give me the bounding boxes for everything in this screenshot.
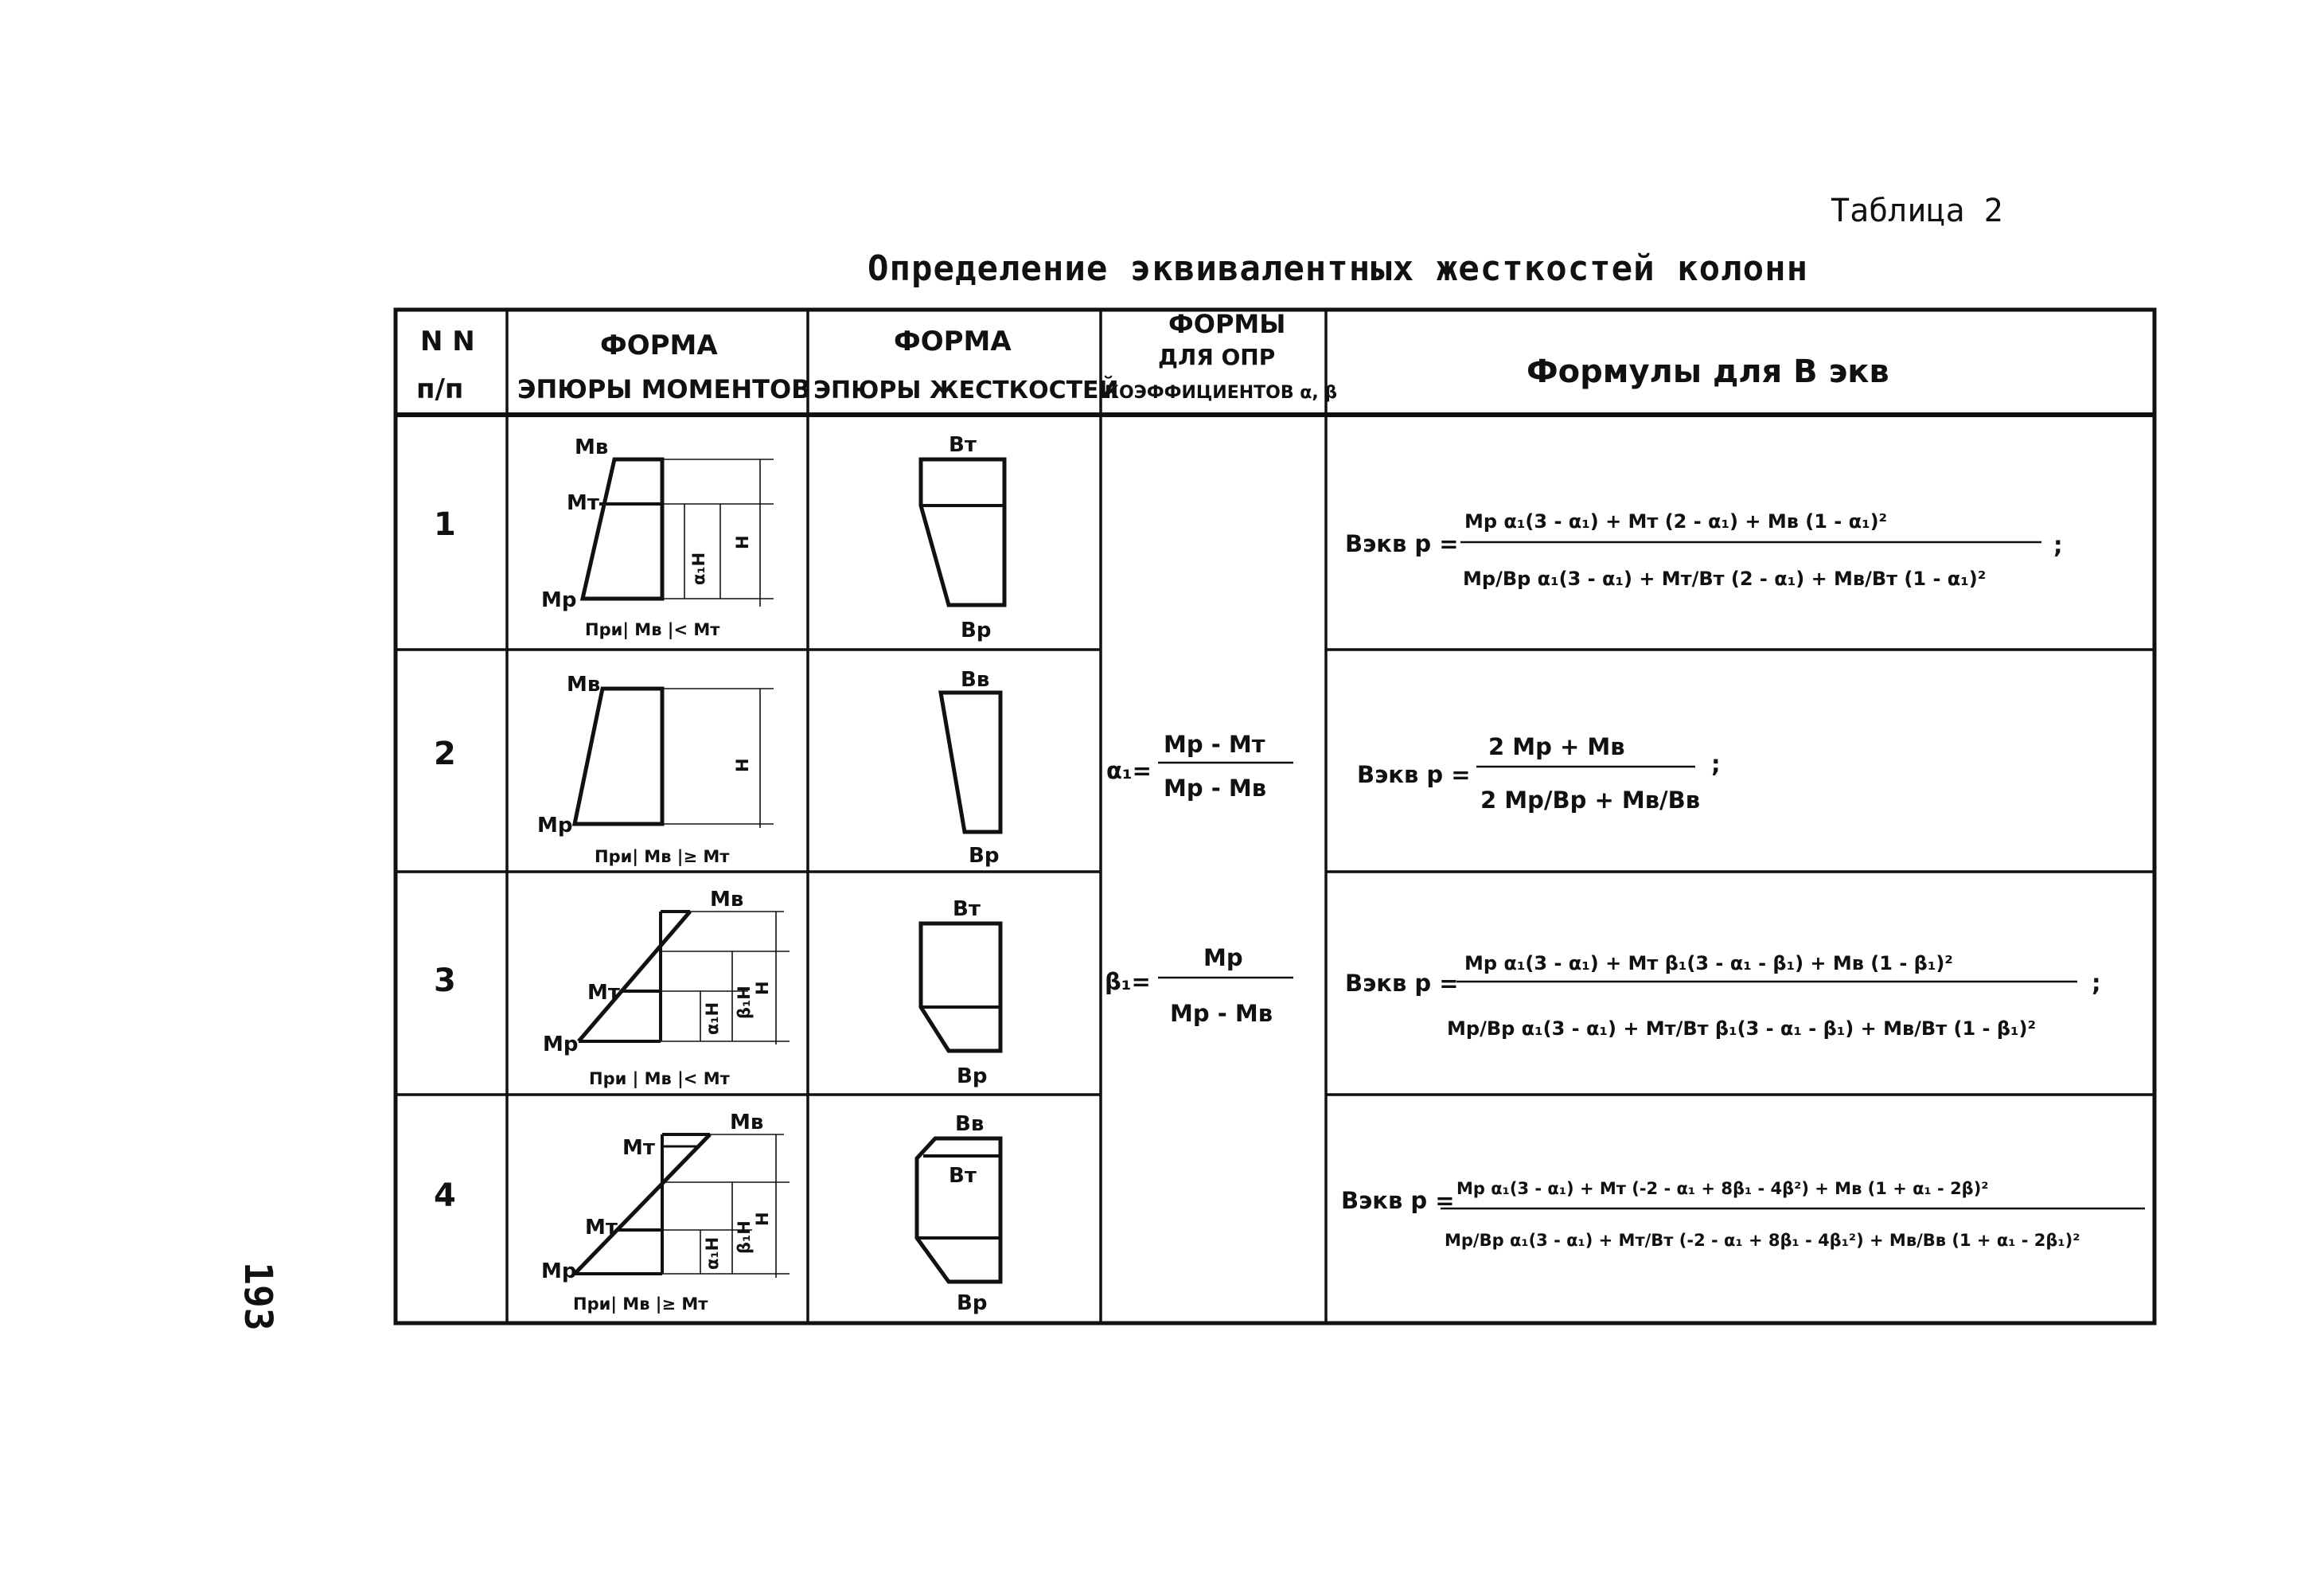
row-3-condition: При | Mв |< Mт — [589, 1069, 730, 1088]
row-2-formula-numerator: 2 Mр + Mв — [1488, 733, 1625, 760]
row-2-formula-denominator: 2 Mр/Bр + Mв/Bв — [1480, 787, 1701, 814]
row-1-formula-numerator: Mр α₁(3 - α₁) + Mт (2 - α₁) + Mв (1 - α₁)² — [1464, 510, 1888, 533]
row-1-label-bp: Bр — [961, 619, 992, 642]
table-title: Определение эквивалентных жесткостей колонн — [868, 248, 1809, 289]
row-4-label-mv: Mв — [730, 1111, 764, 1134]
row-4-label-mt-top: Mт — [622, 1136, 655, 1160]
header-moments-line1: ФОРМА — [600, 330, 718, 361]
row-4-label-bp: Bр — [957, 1291, 988, 1315]
row-2-label-bp: Bр — [969, 844, 1000, 868]
beta-lhs: β₁= — [1105, 968, 1151, 995]
row-3-label-h: H — [753, 981, 772, 995]
row-1-formula-denominator: Mр/Bр α₁(3 - α₁) + Mт/Bт (2 - α₁) + Mв/Bт (1 - α₁)² — [1463, 568, 1987, 590]
row-3-moment-diagram — [543, 888, 790, 1089]
row-3-label-ah: α₁H — [703, 1001, 722, 1035]
row-1-label-ah: α₁H — [689, 552, 708, 585]
row-1-condition: При| Mв |< Mт — [585, 620, 720, 639]
row-4-label-bt: Bт — [949, 1164, 977, 1188]
row-3-formula-denominator: Mр/Bр α₁(3 - α₁) + Mт/Bт β₁(3 - α₁ - β₁) + Mв/Bт (1 - β₁)² — [1447, 1017, 2036, 1040]
header-moments-line2: ЭПЮРЫ МОМЕНТОВ — [517, 374, 811, 404]
row-3-formula — [1345, 952, 2101, 1040]
alpha-denominator: Mр - Mв — [1164, 775, 1267, 802]
coefficient-beta — [1105, 944, 1293, 1027]
row-1-formula-lhs: Bэкв р = — [1345, 530, 1459, 557]
row-3-formula-lhs: Bэкв р = — [1345, 970, 1459, 997]
row-4-formula — [1341, 1179, 2145, 1250]
row-4-stiffness-diagram — [917, 1112, 1000, 1315]
row-4-formula-lhs: Bэкв р = — [1341, 1187, 1455, 1214]
header-coeff-line3: КОЭФФИЦИЕНТОВ α, β — [1105, 383, 1338, 403]
row-1-label-mv: Mв — [575, 435, 609, 459]
row-1-formula-end: ; — [2053, 532, 2063, 559]
coefficient-alpha — [1106, 731, 1293, 802]
row-2-label-mv: Mв — [567, 673, 601, 697]
page-number: 193 — [236, 1262, 280, 1331]
row-1-label-h: H — [733, 535, 752, 549]
header-formulas: Формулы для В экв — [1527, 353, 1889, 390]
row-1-label-mp: Mр — [541, 588, 577, 612]
row-2-label-bv: Bв — [961, 668, 990, 692]
row-3-label-mt: Mт — [587, 981, 620, 1005]
row-3-label-bp: Bр — [957, 1064, 988, 1088]
header-stiffness-line1: ФОРМА — [894, 326, 1012, 357]
row-2-label-mp: Mр — [537, 814, 573, 837]
row-3-label-bh: β₁H — [735, 986, 754, 1019]
row-2-condition: При| Mв |≥ Mт — [595, 847, 730, 866]
table-caption: Таблица 2 — [1831, 193, 2003, 229]
row-4-label-mp: Mр — [541, 1259, 577, 1283]
row-3-label-mv: Mв — [710, 888, 744, 912]
row-3-label-bt: Bт — [953, 897, 981, 921]
row-4-formula-numerator: Mр α₁(3 - α₁) + Mт (-2 - α₁ + 8β₁ - 4β²) + Mв (1 + α₁ - 2β)² — [1456, 1179, 1989, 1198]
row-1-number: 1 — [434, 506, 456, 543]
row-4-label-bh: β₁H — [735, 1220, 754, 1254]
row-3-label-mp: Mр — [543, 1033, 579, 1056]
row-1-moment-diagram — [541, 435, 774, 640]
row-1-formula — [1345, 510, 2063, 590]
row-4-label-h: H — [753, 1212, 772, 1226]
header-coeff-line2: ДЛЯ ОПР — [1158, 344, 1276, 370]
header-coeff-line1: ФОРМЫ — [1168, 309, 1286, 339]
row-2-number: 2 — [434, 736, 456, 772]
header-number-line2: п/п — [416, 373, 464, 405]
alpha-numerator: Mр - Mт — [1164, 731, 1265, 758]
row-4-condition: При| Mв |≥ Mт — [573, 1294, 708, 1314]
row-2-label-h: H — [733, 758, 752, 772]
beta-denominator: Mр - Mв — [1170, 1000, 1273, 1027]
row-3-formula-numerator: Mр α₁(3 - α₁) + Mт β₁(3 - α₁ - β₁) + Mв (1 - β₁)² — [1464, 952, 1953, 974]
row-2-moment-diagram — [537, 673, 774, 867]
row-2-formula-end: ; — [1711, 751, 1721, 778]
row-4-label-ah: α₁H — [703, 1236, 722, 1270]
row-3-stiffness-diagram — [921, 897, 1000, 1088]
alpha-lhs: α₁= — [1106, 757, 1152, 784]
row-1-label-bt: Bт — [949, 433, 977, 457]
row-2-formula-lhs: Bэкв р = — [1357, 761, 1471, 788]
row-2-formula — [1357, 733, 1721, 814]
row-2-stiffness-diagram — [941, 668, 1000, 868]
row-1-stiffness-diagram — [921, 433, 1004, 642]
header-number-line1: N N — [420, 326, 475, 357]
row-3-formula-end: ; — [2092, 970, 2101, 997]
beta-numerator: Mр — [1203, 944, 1243, 971]
row-4-moment-diagram — [541, 1111, 790, 1314]
row-4-label-bv: Bв — [955, 1112, 985, 1136]
row-4-formula-denominator: Mр/Bр α₁(3 - α₁) + Mт/Bт (-2 - α₁ + 8β₁ - 4β₁²) + Mв/Bв (1 + α₁ - 2β₁)² — [1445, 1231, 2080, 1250]
row-1-label-mt: Mт — [567, 491, 599, 515]
header-stiffness-line2: ЭПЮРЫ ЖЕСТКОСТЕЙ — [813, 377, 1119, 404]
table-grid — [396, 310, 2154, 1323]
row-4-label-mt: Mт — [585, 1216, 618, 1240]
row-4-number: 4 — [434, 1177, 456, 1214]
row-3-number: 3 — [434, 962, 456, 999]
